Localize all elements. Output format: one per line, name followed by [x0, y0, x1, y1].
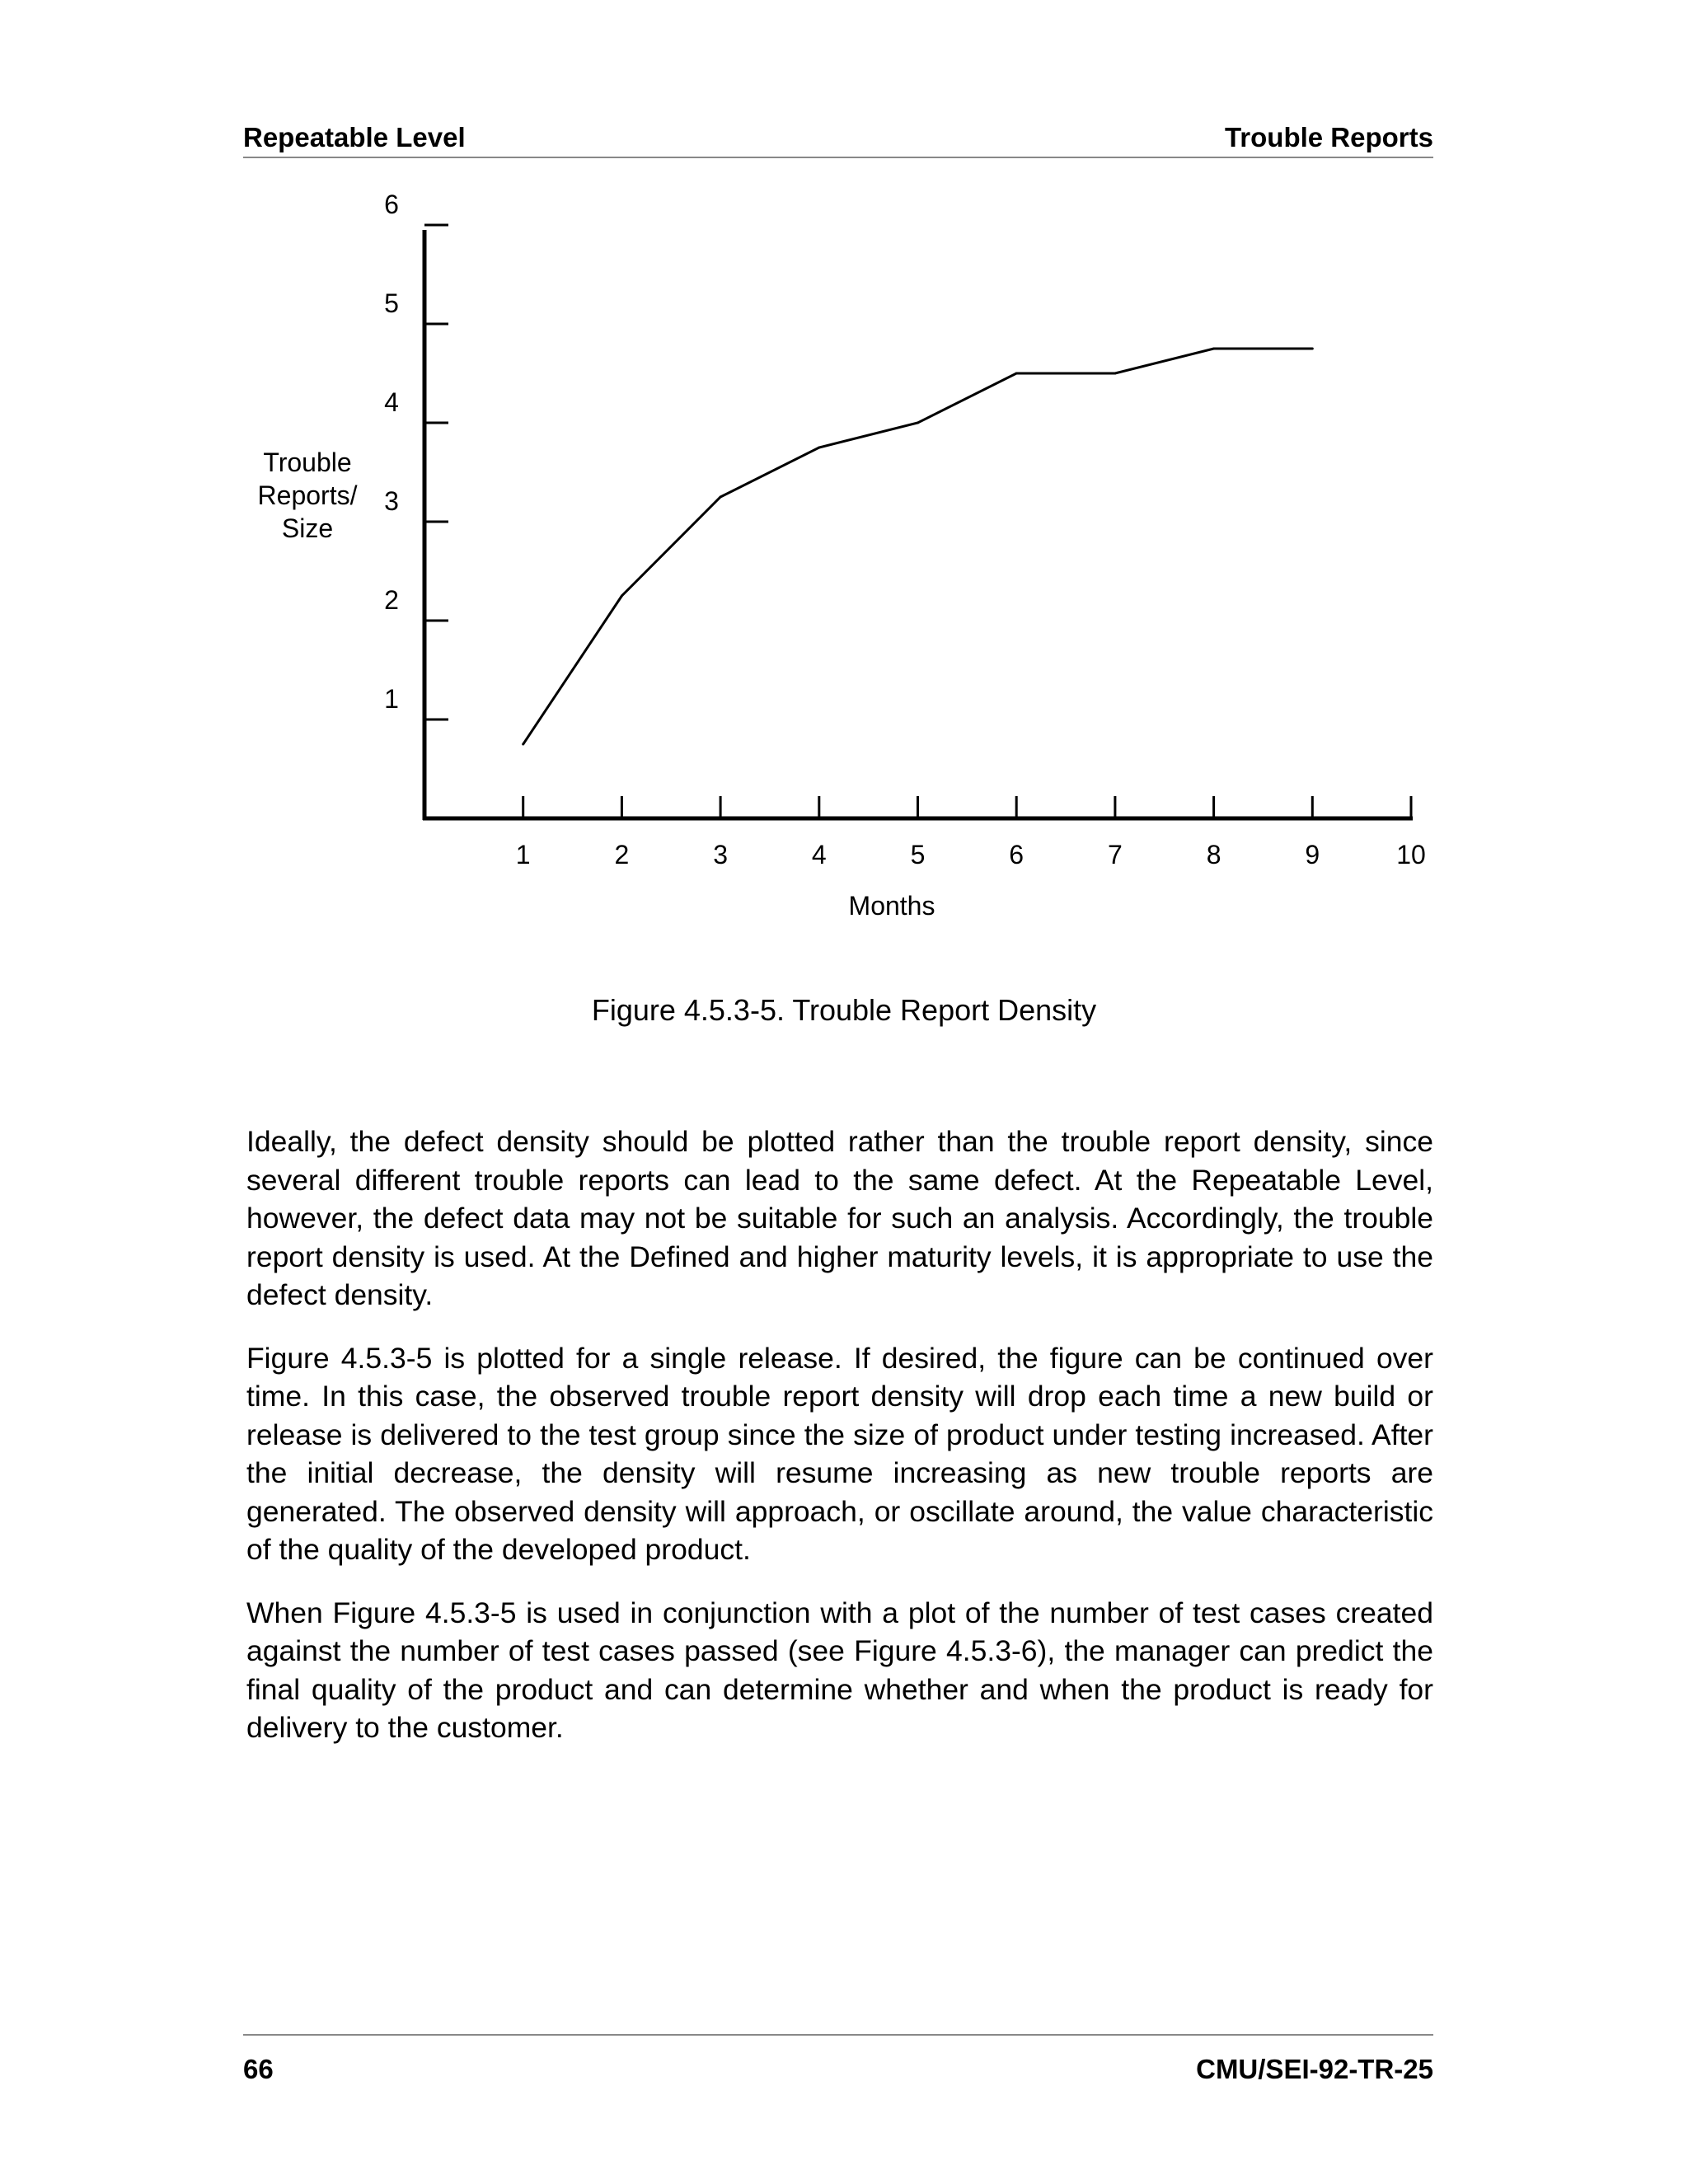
- y-tick-label: 6: [384, 190, 399, 219]
- data-point: [1015, 373, 1018, 375]
- running-footer: [243, 2034, 1433, 2085]
- x-tick-label: 2: [614, 840, 630, 869]
- data-point: [720, 496, 722, 499]
- header-topic-title: Trouble Reports: [1224, 122, 1433, 152]
- x-tick-label: 3: [713, 840, 728, 869]
- y-tick-label: 3: [384, 486, 399, 516]
- report-number: CMU/SEI-92-TR-25: [1196, 2054, 1433, 2084]
- data-point: [1114, 373, 1116, 375]
- paragraph-2: Figure 4.5.3-5 is plotted for a single release. If desired, the figure can be continued over time. In this case, the observed trouble report density will drop each time a new build or release is delivered to the test group since the size of product under testing increased. After the initial decrease, the density will resume increasing as new trouble reports are generated. The observed density will approach, or oscillate around, the value characteristic of the quality of the developed product.: [246, 1341, 1433, 1566]
- x-tick-label: 6: [1009, 840, 1025, 869]
- figure-caption: Figure 4.5.3-5. Trouble Report Density: [591, 993, 1097, 1027]
- data-point: [818, 447, 820, 449]
- y-axis-label-line: Trouble: [263, 448, 352, 477]
- y-tick-label: 5: [384, 288, 399, 318]
- x-tick-label: 5: [910, 840, 926, 869]
- x-tick-label: 1: [515, 840, 531, 869]
- data-point: [1212, 348, 1215, 350]
- data-point: [1311, 348, 1314, 350]
- data-point: [917, 422, 919, 424]
- x-tick-label: 10: [1396, 840, 1426, 869]
- trouble-report-density-chart: [0, 0, 1688, 956]
- x-tick-label: 7: [1108, 840, 1123, 869]
- x-tick-label: 8: [1206, 840, 1221, 869]
- y-axis-label-line: Reports/: [257, 480, 358, 510]
- y-axis: [384, 190, 448, 820]
- y-tick-label: 1: [384, 684, 399, 714]
- x-tick-label: 9: [1305, 840, 1320, 869]
- page-number: 66: [243, 2054, 274, 2084]
- series-layer: [522, 348, 1314, 746]
- x-axis-label: Months: [848, 891, 935, 921]
- data-point: [621, 595, 623, 598]
- y-tick-label: 4: [384, 387, 399, 417]
- paragraph-1: Ideally, the defect density should be plotted rather than the trouble report density, since several different trouble reports can lead to the same defect. At the Repeatable Level, however, the defect data may not be suitable for such an analysis. Accordingly, the trouble report density is used. At the Defined and higher maturity levels, it is appropriate to use the defect density.: [246, 1125, 1433, 1311]
- paragraph-3: When Figure 4.5.3-5 is used in conjunction with a plot of the number of test cases created against the number of test cases passed (see Figure 4.5.3-6), the manager can predict the final quality of the product and can determine whether and when the product is ready for delivery to the customer.: [246, 1596, 1433, 1744]
- data-point: [522, 743, 524, 746]
- series-line: [523, 349, 1313, 744]
- header-section-title: Repeatable Level: [243, 122, 466, 152]
- axis-labels: [258, 448, 935, 921]
- y-tick-label: 2: [384, 585, 399, 615]
- x-tick-label: 4: [811, 840, 827, 869]
- x-axis: [423, 796, 1426, 869]
- body-text: [246, 1122, 1433, 1772]
- y-axis-label-line: Size: [281, 513, 334, 543]
